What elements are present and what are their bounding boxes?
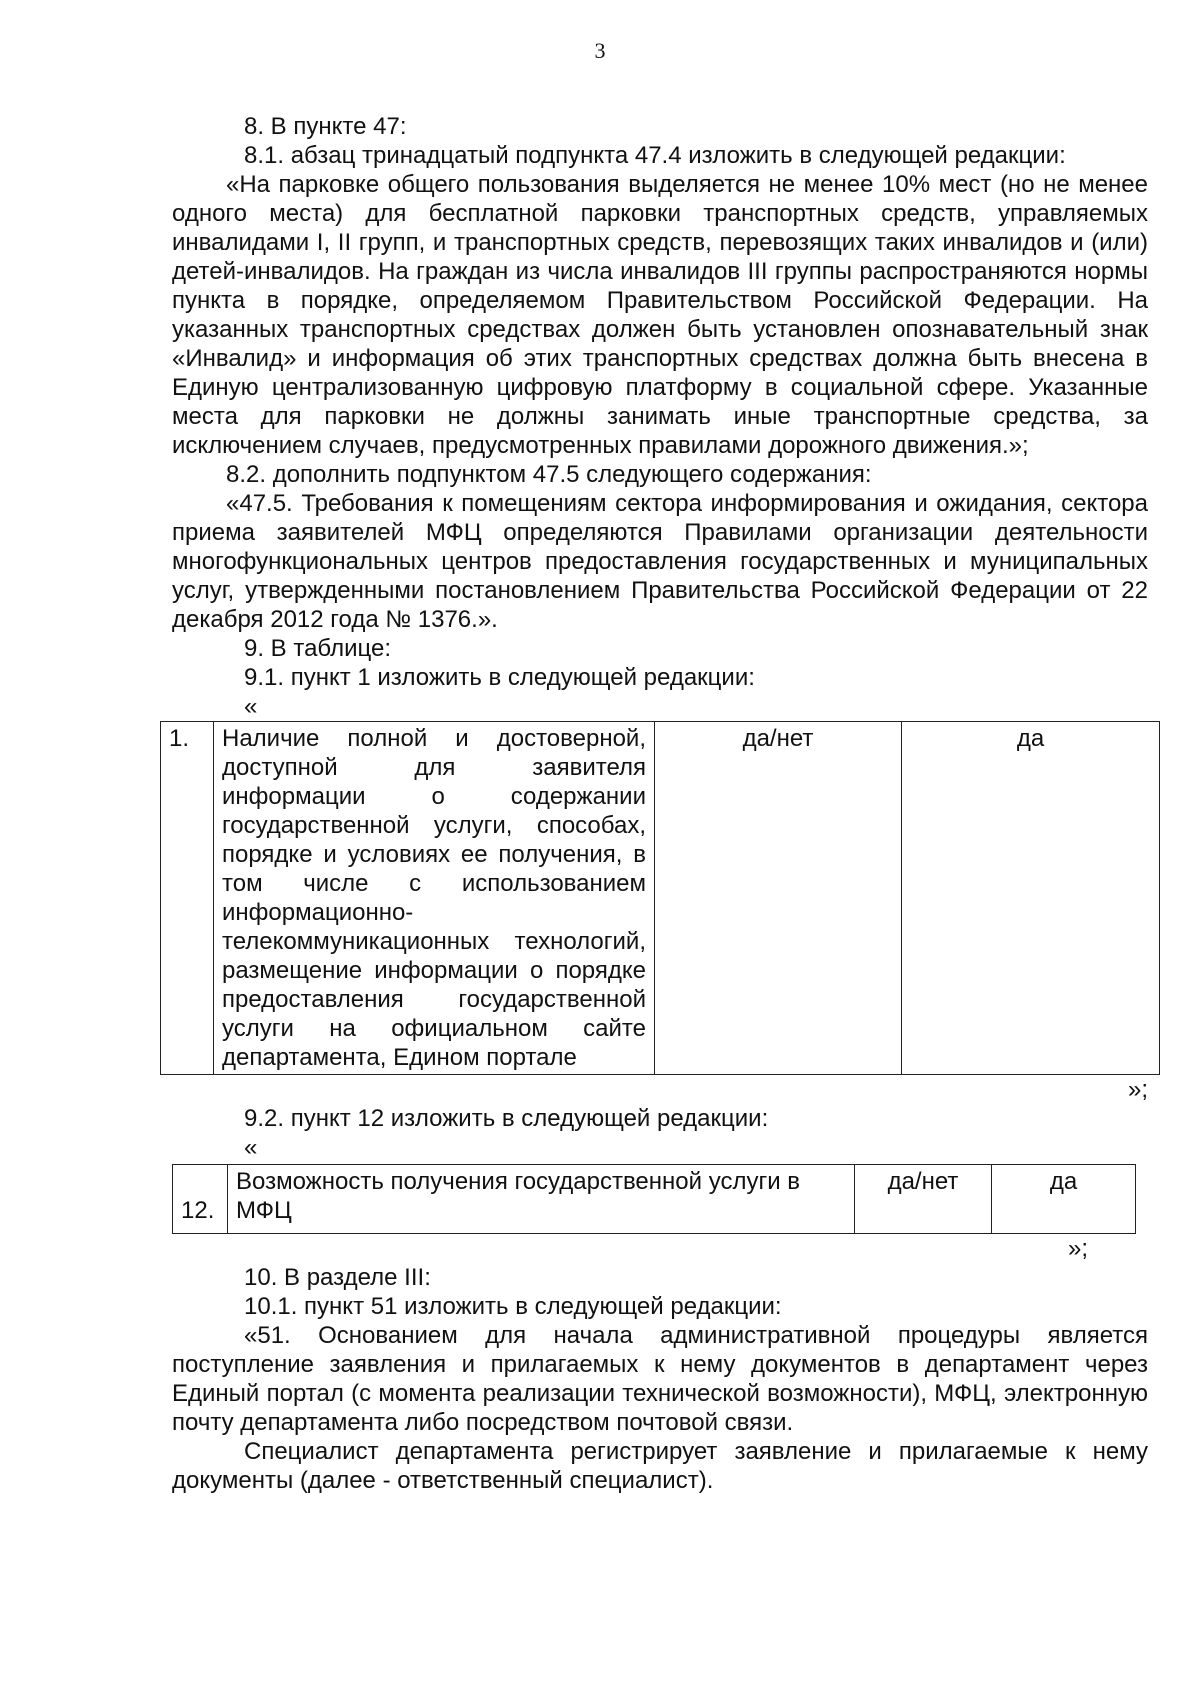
- table-cell-value: да: [992, 1165, 1136, 1234]
- table-cell-unit: да/нет: [855, 1165, 992, 1234]
- table-cell-unit: да/нет: [655, 722, 902, 1075]
- close-quote-2: »;: [1067, 1235, 1088, 1262]
- table-cell-number: 12.: [173, 1165, 228, 1234]
- paragraph-8-1-quote: «На парковке общего пользования выделяется не менее 10% мест (но не менее одного места) для бесплатной парковки транспортных средств, управляемых инвалидами I, II групп, и транспортных средств, перевозящих таких инвалидов и (или) детей-инвалидов. На граждан из числа инвалидов III группы распространяются нормы пункта в порядке, определяемом Правительством Российской Федерации. На указанных транспортных средствах должен быть установлен опознавательный знак «Инвалид» и информация об этих транспортных средствах должна быть внесена в Единую централизованную цифровую платформу в социальной сфере. Указанные места для парковки не должны занимать иные транспортные средства, за исключением случаев, предусмотренных правилами дорожного движения.»;: [172, 171, 1148, 459]
- paragraph-8-1: 8.1. абзац тринадцатый подпункта 47.4 изложить в следующей редакции:: [244, 142, 1066, 169]
- table-row: [161, 722, 1160, 1075]
- paragraph-9: 9. В таблице:: [244, 635, 391, 662]
- document-body: [169, 112, 1148, 1495]
- table-item-1: [160, 721, 1160, 1075]
- paragraph-10-1: 10.1. пункт 51 изложить в следующей редакции:: [244, 1293, 782, 1320]
- paragraph-9-2: 9.2. пункт 12 изложить в следующей редакции:: [244, 1105, 769, 1132]
- paragraph-10: 10. В разделе III:: [244, 1264, 431, 1291]
- table-item-12: [172, 1164, 1136, 1234]
- table-cell-number: 1.: [161, 722, 214, 1075]
- paragraph-8: 8. В пункте 47:: [244, 113, 407, 140]
- open-quote-1: «: [244, 693, 258, 720]
- paragraph-8-2-quote: «47.5. Требования к помещениям сектора информирования и ожидания, сектора приема заявителей МФЦ определяются Правилами организации деятельности многофункциональных центров предоставления государственных и муниципальных услуг, утвержденными постановлением Правительства Российской Федерации от 22 декабря 2012 года № 1376.».: [172, 490, 1148, 633]
- paragraph-10-1-quote: «51. Основанием для начала административной процедуры является поступление заявления и прилагаемых к нему документов в департамент через Единый портал (с момента реализации технической возможности), МФЦ, электронную почту департамента либо посредством почтовой связи.: [172, 1322, 1148, 1436]
- open-quote-2: «: [244, 1134, 258, 1161]
- table-cell-value: да: [902, 722, 1160, 1075]
- table-row: [173, 1165, 1136, 1234]
- paragraph-8-2: 8.2. дополнить подпунктом 47.5 следующего содержания:: [226, 461, 872, 488]
- page-number: 3: [594, 38, 606, 63]
- table-cell-description: Наличие полной и достоверной, доступной для заявителя информации о содержании государственной услуги, способах, порядке и условиях ее получения, в том числе с использованием информационно-телекоммуникационных технологий, размещение информации о порядке предоставления государственной услуги на официальном сайте департамента, Едином портале: [214, 722, 655, 1075]
- close-quote-1: »;: [1127, 1076, 1148, 1103]
- paragraph-9-1: 9.1. пункт 1 изложить в следующей редакции:: [244, 664, 755, 691]
- table-cell-description: Возможность получения государственной услуги в МФЦ: [228, 1165, 855, 1234]
- paragraph-10-1-second: Специалист департамента регистрирует заявление и прилагаемые к нему документы (далее - ответственный специалист).: [172, 1438, 1148, 1494]
